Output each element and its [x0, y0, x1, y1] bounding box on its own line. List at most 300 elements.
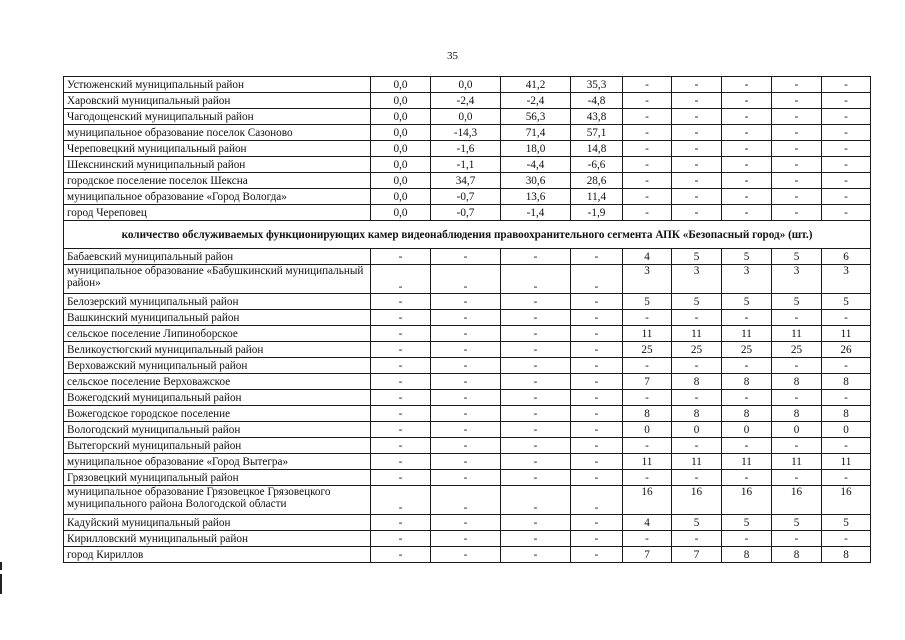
value-cell: 11 [672, 326, 722, 342]
value-cell: - [772, 390, 822, 406]
value-cell: -1,4 [501, 205, 571, 221]
value-cell: - [501, 515, 571, 531]
value-cell: - [371, 294, 431, 310]
value-cell: - [822, 77, 871, 93]
value-cell: - [623, 438, 672, 454]
table-row [64, 157, 871, 173]
value-cell: - [772, 157, 822, 173]
value-cell: 4 [623, 249, 672, 265]
value-cell: - [371, 358, 431, 374]
value-cell: - [501, 406, 571, 422]
value-cell: 5 [672, 294, 722, 310]
value-cell: - [623, 109, 672, 125]
value-cell: 5 [822, 294, 871, 310]
value-cell: - [772, 205, 822, 221]
value-cell: 8 [822, 374, 871, 390]
value-cell: - [431, 531, 501, 547]
value-cell: - [722, 438, 772, 454]
value-cell: - [371, 422, 431, 438]
value-cell: - [371, 265, 431, 294]
value-cell: - [371, 342, 431, 358]
value-cell: - [772, 77, 822, 93]
value-cell: 43,8 [571, 109, 623, 125]
value-cell: 0,0 [371, 93, 431, 109]
indicator-table [63, 76, 871, 563]
value-cell: - [772, 93, 822, 109]
value-cell: 7 [623, 374, 672, 390]
value-cell: - [672, 310, 722, 326]
value-cell: - [571, 249, 623, 265]
value-cell: 5 [623, 294, 672, 310]
value-cell: 16 [772, 486, 822, 515]
value-cell: - [431, 454, 501, 470]
value-cell: - [501, 294, 571, 310]
value-cell: - [623, 310, 672, 326]
value-cell: - [672, 141, 722, 157]
value-cell: 0 [722, 422, 772, 438]
value-cell: - [822, 189, 871, 205]
value-cell: - [822, 390, 871, 406]
value-cell: - [822, 109, 871, 125]
value-cell: 13,6 [501, 189, 571, 205]
value-cell: 8 [772, 406, 822, 422]
value-cell: - [722, 470, 772, 486]
table-row [64, 422, 871, 438]
value-cell: 16 [822, 486, 871, 515]
value-cell: 11 [772, 454, 822, 470]
value-cell: 11 [822, 326, 871, 342]
value-cell: 0,0 [371, 157, 431, 173]
row-name: городское поселение поселок Шексна [64, 173, 371, 189]
value-cell: - [371, 515, 431, 531]
value-cell: -2,4 [501, 93, 571, 109]
scan-edge-mark [0, 574, 2, 594]
row-name: Вологодский муниципальный район [64, 422, 371, 438]
value-cell: - [431, 249, 501, 265]
value-cell: - [431, 470, 501, 486]
value-cell: - [431, 326, 501, 342]
value-cell: 4 [623, 515, 672, 531]
value-cell: 3 [772, 265, 822, 294]
row-name: муниципальное образование «Бабушкинский муниципальный район» [64, 265, 371, 294]
value-cell: 11 [623, 454, 672, 470]
table-row [64, 249, 871, 265]
value-cell: 11 [722, 326, 772, 342]
value-cell: - [623, 77, 672, 93]
value-cell: - [501, 422, 571, 438]
table-row [64, 93, 871, 109]
value-cell: - [431, 438, 501, 454]
value-cell: - [501, 486, 571, 515]
value-cell: 11 [672, 454, 722, 470]
value-cell: 0,0 [371, 125, 431, 141]
value-cell: - [371, 406, 431, 422]
value-cell: - [772, 358, 822, 374]
value-cell: 71,4 [501, 125, 571, 141]
value-cell: -4,8 [571, 93, 623, 109]
value-cell: 16 [722, 486, 772, 515]
value-cell: - [371, 531, 431, 547]
value-cell: - [822, 141, 871, 157]
value-cell: -1,6 [431, 141, 501, 157]
value-cell: 0 [672, 422, 722, 438]
value-cell: - [501, 454, 571, 470]
row-name: Череповецкий муниципальный район [64, 141, 371, 157]
table-row [64, 454, 871, 470]
row-name: Белозерский муниципальный район [64, 294, 371, 310]
value-cell: - [722, 173, 772, 189]
value-cell: 6 [822, 249, 871, 265]
value-cell: - [722, 109, 772, 125]
value-cell: 8 [772, 374, 822, 390]
table-section-header [64, 221, 871, 249]
value-cell: 11 [722, 454, 772, 470]
value-cell: 0,0 [431, 109, 501, 125]
row-name: Кадуйский муниципальный район [64, 515, 371, 531]
value-cell: - [722, 205, 772, 221]
value-cell: - [431, 374, 501, 390]
value-cell: 8 [672, 374, 722, 390]
value-cell: - [772, 141, 822, 157]
value-cell: - [772, 438, 822, 454]
value-cell: - [571, 265, 623, 294]
value-cell: 3 [822, 265, 871, 294]
value-cell: 5 [772, 294, 822, 310]
value-cell: -1,1 [431, 157, 501, 173]
value-cell: -6,6 [571, 157, 623, 173]
value-cell: 34,7 [431, 173, 501, 189]
value-cell: 5 [772, 249, 822, 265]
value-cell: - [623, 358, 672, 374]
value-cell: 11 [822, 454, 871, 470]
value-cell: 0 [822, 422, 871, 438]
value-cell: - [571, 326, 623, 342]
value-cell: - [571, 342, 623, 358]
value-cell: - [431, 265, 501, 294]
table-row [64, 205, 871, 221]
value-cell: 3 [722, 265, 772, 294]
value-cell: - [822, 470, 871, 486]
value-cell: 11 [623, 326, 672, 342]
value-cell: 25 [623, 342, 672, 358]
row-name: муниципальное образование поселок Сазоново [64, 125, 371, 141]
value-cell: - [501, 470, 571, 486]
value-cell: - [672, 189, 722, 205]
table-row [64, 531, 871, 547]
value-cell: - [672, 109, 722, 125]
value-cell: 0,0 [371, 141, 431, 157]
table-row [64, 310, 871, 326]
table-row [64, 438, 871, 454]
value-cell: - [431, 390, 501, 406]
scan-edge-mark [0, 562, 2, 570]
value-cell: 0 [772, 422, 822, 438]
value-cell: - [501, 342, 571, 358]
value-cell: 0,0 [371, 205, 431, 221]
row-name: муниципальное образование «Город Вытегра» [64, 454, 371, 470]
row-name: сельское поселение Липиноборское [64, 326, 371, 342]
value-cell: -0,7 [431, 205, 501, 221]
value-cell: - [822, 531, 871, 547]
row-name: Верховажский муниципальный район [64, 358, 371, 374]
value-cell: -14,3 [431, 125, 501, 141]
value-cell: - [371, 326, 431, 342]
value-cell: -2,4 [431, 93, 501, 109]
value-cell: - [722, 157, 772, 173]
value-cell: - [501, 547, 571, 563]
row-name: город Кириллов [64, 547, 371, 563]
value-cell: - [371, 390, 431, 406]
value-cell: - [623, 125, 672, 141]
value-cell: - [772, 310, 822, 326]
row-name: Вашкинский муниципальный район [64, 310, 371, 326]
value-cell: 16 [623, 486, 672, 515]
value-cell: 8 [772, 547, 822, 563]
value-cell: - [772, 470, 822, 486]
value-cell: - [431, 406, 501, 422]
value-cell: - [571, 390, 623, 406]
value-cell: - [371, 470, 431, 486]
row-name: Чагодощенский муниципальный район [64, 109, 371, 125]
value-cell: 14,8 [571, 141, 623, 157]
value-cell: - [431, 422, 501, 438]
value-cell: 8 [623, 406, 672, 422]
value-cell: - [672, 77, 722, 93]
value-cell: 7 [672, 547, 722, 563]
value-cell: - [371, 547, 431, 563]
value-cell: 0,0 [371, 173, 431, 189]
value-cell: - [571, 547, 623, 563]
row-name: сельское поселение Верховажское [64, 374, 371, 390]
value-cell: 11,4 [571, 189, 623, 205]
value-cell: - [571, 438, 623, 454]
table-row [64, 125, 871, 141]
value-cell: - [501, 374, 571, 390]
value-cell: - [571, 531, 623, 547]
value-cell: - [772, 125, 822, 141]
value-cell: - [431, 515, 501, 531]
value-cell: 25 [722, 342, 772, 358]
value-cell: 35,3 [571, 77, 623, 93]
value-cell: 0,0 [371, 109, 431, 125]
value-cell: 5 [822, 515, 871, 531]
value-cell: - [722, 189, 772, 205]
value-cell: - [672, 531, 722, 547]
row-name: Грязовецкий муниципальный район [64, 470, 371, 486]
value-cell: - [672, 470, 722, 486]
value-cell: 8 [722, 374, 772, 390]
value-cell: - [722, 531, 772, 547]
value-cell: 18,0 [501, 141, 571, 157]
value-cell: - [571, 358, 623, 374]
row-name: Вожегодский муниципальный район [64, 390, 371, 406]
value-cell: - [623, 390, 672, 406]
value-cell: - [672, 205, 722, 221]
value-cell: - [501, 265, 571, 294]
table-row [64, 470, 871, 486]
value-cell: - [623, 173, 672, 189]
table-row [64, 390, 871, 406]
row-name: Вытегорский муниципальный район [64, 438, 371, 454]
value-cell: - [623, 93, 672, 109]
value-cell: - [722, 125, 772, 141]
table-row [64, 141, 871, 157]
value-cell: - [672, 173, 722, 189]
value-cell: - [623, 205, 672, 221]
value-cell: - [371, 454, 431, 470]
row-name: Шекснинский муниципальный район [64, 157, 371, 173]
value-cell: 8 [822, 547, 871, 563]
value-cell: - [623, 141, 672, 157]
value-cell: 3 [623, 265, 672, 294]
row-name: муниципальное образование «Город Вологда» [64, 189, 371, 205]
value-cell: 8 [722, 547, 772, 563]
table-row [64, 547, 871, 563]
value-cell: 0,0 [371, 189, 431, 205]
row-name: Бабаевский муниципальный район [64, 249, 371, 265]
value-cell: - [431, 486, 501, 515]
value-cell: - [772, 189, 822, 205]
value-cell: -4,4 [501, 157, 571, 173]
table-row [64, 189, 871, 205]
value-cell: - [722, 358, 772, 374]
value-cell: - [722, 310, 772, 326]
value-cell: - [571, 454, 623, 470]
value-cell: - [822, 358, 871, 374]
value-cell: - [722, 141, 772, 157]
value-cell: - [501, 438, 571, 454]
table-row [64, 342, 871, 358]
value-cell: 26 [822, 342, 871, 358]
value-cell: 5 [722, 515, 772, 531]
value-cell: - [371, 374, 431, 390]
value-cell: 0,0 [371, 77, 431, 93]
value-cell: - [623, 470, 672, 486]
value-cell: 0,0 [431, 77, 501, 93]
value-cell: - [571, 374, 623, 390]
value-cell: - [772, 109, 822, 125]
value-cell: - [672, 93, 722, 109]
value-cell: 11 [772, 326, 822, 342]
section-header: количество обслуживаемых функционирующих камер видеонаблюдения правоохранительного сегмента АПК «Безопасный город» (шт.) [64, 221, 871, 249]
row-name: Великоустюгский муниципальный район [64, 342, 371, 358]
value-cell: - [822, 310, 871, 326]
value-cell: - [672, 390, 722, 406]
value-cell: - [501, 326, 571, 342]
value-cell: - [571, 406, 623, 422]
value-cell: - [822, 157, 871, 173]
value-cell: - [623, 157, 672, 173]
value-cell: 5 [772, 515, 822, 531]
page-number: 35 [447, 50, 458, 62]
value-cell: - [623, 531, 672, 547]
table-row [64, 173, 871, 189]
value-cell: 5 [672, 515, 722, 531]
value-cell: - [371, 438, 431, 454]
value-cell: - [371, 249, 431, 265]
value-cell: -0,7 [431, 189, 501, 205]
row-name: город Череповец [64, 205, 371, 221]
value-cell: - [371, 310, 431, 326]
value-cell: - [431, 358, 501, 374]
value-cell: - [501, 249, 571, 265]
value-cell: - [822, 125, 871, 141]
value-cell: - [501, 358, 571, 374]
value-cell: 25 [672, 342, 722, 358]
table-row [64, 109, 871, 125]
value-cell: - [571, 486, 623, 515]
value-cell: - [822, 438, 871, 454]
value-cell: - [772, 531, 822, 547]
value-cell: - [571, 294, 623, 310]
table-section-top [64, 77, 871, 221]
value-cell: - [672, 358, 722, 374]
value-cell: - [431, 547, 501, 563]
value-cell: - [822, 205, 871, 221]
value-cell: 5 [722, 294, 772, 310]
section-header-row [64, 221, 871, 249]
value-cell: - [501, 310, 571, 326]
table-row [64, 374, 871, 390]
value-cell: 56,3 [501, 109, 571, 125]
value-cell: - [431, 310, 501, 326]
value-cell: 0 [623, 422, 672, 438]
row-name: Устюженский муниципальный район [64, 77, 371, 93]
value-cell: - [571, 310, 623, 326]
row-name: Вожегодское городское поселение [64, 406, 371, 422]
value-cell: - [672, 438, 722, 454]
value-cell: - [722, 77, 772, 93]
value-cell: 5 [722, 249, 772, 265]
value-cell: 57,1 [571, 125, 623, 141]
table-row [64, 265, 871, 294]
value-cell: - [722, 93, 772, 109]
table-row [64, 294, 871, 310]
value-cell: - [822, 93, 871, 109]
value-cell: 7 [623, 547, 672, 563]
value-cell: 8 [822, 406, 871, 422]
value-cell: - [501, 390, 571, 406]
value-cell: 41,2 [501, 77, 571, 93]
value-cell: - [822, 173, 871, 189]
value-cell: - [571, 515, 623, 531]
value-cell: - [772, 173, 822, 189]
value-cell: 3 [672, 265, 722, 294]
value-cell: - [431, 342, 501, 358]
table-row [64, 358, 871, 374]
value-cell: - [371, 486, 431, 515]
table-row [64, 406, 871, 422]
table-row [64, 326, 871, 342]
value-cell: -1,9 [571, 205, 623, 221]
value-cell: 5 [672, 249, 722, 265]
table-section-bottom [64, 249, 871, 563]
value-cell: - [672, 157, 722, 173]
value-cell: - [722, 390, 772, 406]
value-cell: - [571, 470, 623, 486]
value-cell: 25 [772, 342, 822, 358]
table-row [64, 77, 871, 93]
value-cell: 28,6 [571, 173, 623, 189]
table-row [64, 486, 871, 515]
value-cell: 8 [722, 406, 772, 422]
row-name: Кирилловский муниципальный район [64, 531, 371, 547]
row-name: Харовский муниципальный район [64, 93, 371, 109]
row-name: муниципальное образование Грязовецкое Грязовецкого муниципального района Вологодской области [64, 486, 371, 515]
value-cell: - [501, 531, 571, 547]
value-cell: - [571, 422, 623, 438]
table-row [64, 515, 871, 531]
